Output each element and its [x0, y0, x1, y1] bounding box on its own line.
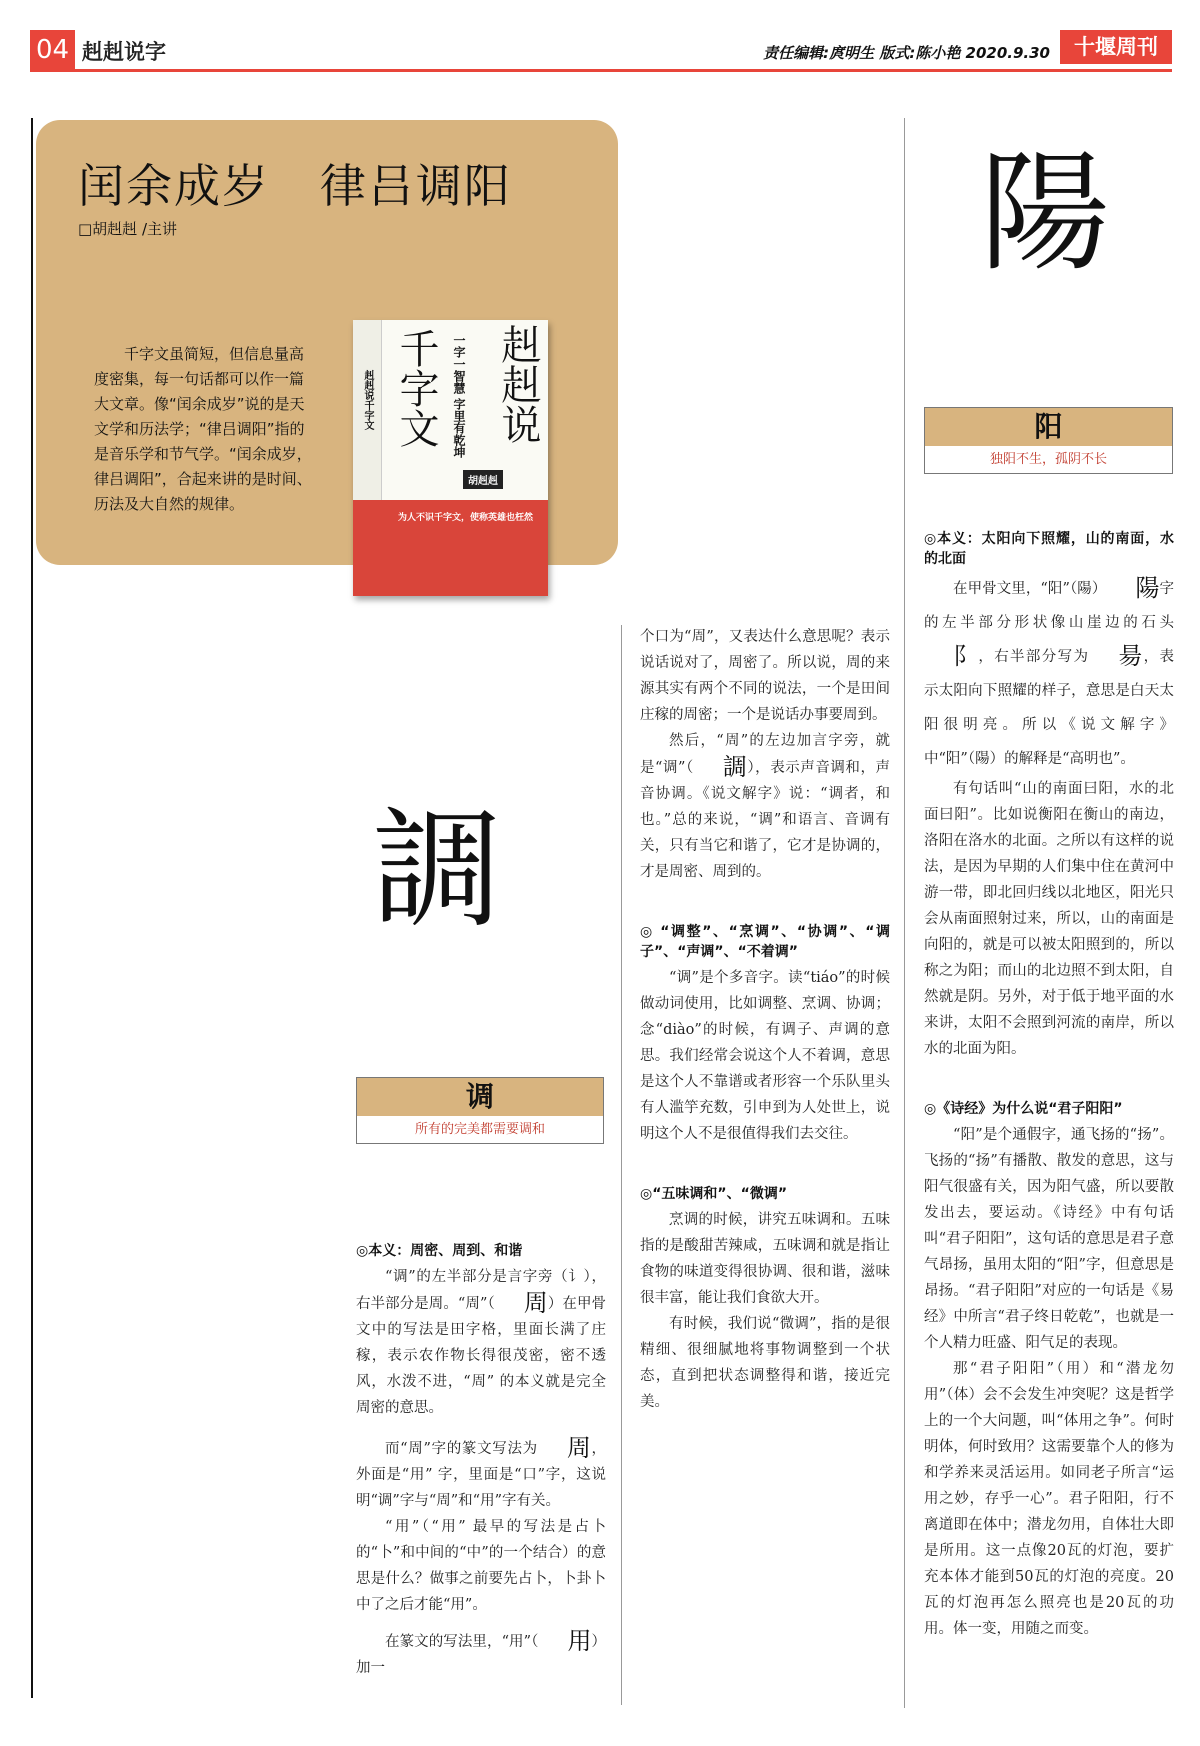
col2-paragraph: 然后，“周”的左边加言字旁，就是“调”（ 調），表示声音调和，声音协调。《说文解字》说：“调者，和也。”总的来说，“调”和语言、音调有关，只有当它和谐了，它才是协调的，才是周密、周到的。 [640, 733, 891, 880]
zhou-seal-glyph: 周 [566, 1434, 591, 1462]
column-divider [904, 118, 905, 1708]
column-1-text [356, 1232, 606, 1681]
page-header [0, 0, 1200, 70]
col3-heading: ◎本义：太阳向下照耀，山的南面，水的北面 [924, 531, 1174, 567]
col2-heading: ◎“五味调和”、“微调” [640, 1186, 788, 1202]
left-border-line [31, 118, 33, 1698]
article-intro: 千字文虽简短，但信息量高度密集，每一句话都可以作一篇大文章。像“闰余成岁”说的是天文学和历法学；“律吕调阳”指的是音乐学和节气学。“闰余成岁，律吕调阳”，合起来讲的是时间、历法及大自然的规律。 [94, 345, 312, 513]
yang-oracle-glyph: 陽 [1135, 574, 1160, 602]
header-rule [30, 69, 1172, 72]
book-author: 胡赳赳 [463, 470, 503, 489]
column-2-text [640, 624, 890, 1415]
yang-card-motto: 独阳不生，孤阴不长 [989, 452, 1107, 467]
col1-paragraph: 而“周”字的篆文写法为 周，外面是“用” 字，里面是“口”字，这说明“调”字与“周”和“用”字有关。 [356, 1434, 607, 1509]
col3-paragraph: 那“君子阳阳”（用）和“潜龙勿用”（体）会不会发生冲突呢？这是哲学上的一个大问题，叫“体用之争”。何时明体，何时致用？这需要靠个人的修为和学养来灵活运用。如同老子所言“运用之妙，存乎一心”。君子阳阳，行不离道即在体中；潜龙勿用，自体壮大即是所用。这一点像20瓦的灯泡，要扩充本体才能到50瓦的灯泡的亮度。20瓦的灯泡再怎么照亮也是20瓦的功用。体一变，用随之而变。 [924, 1361, 1174, 1637]
zhou-oracle-glyph: 周 [523, 1289, 548, 1317]
col3-paragraph: “阳”是个通假字，通飞扬的“扬”。飞扬的“扬”有播散、散发的意思，这与阳气很盛有关，因为阳气盛，所以要散发出去，要运动。《诗经》中有句话叫“君子阳阳”，这句话的意思是君子意气昂扬，虽用太阳的“阳”字，但意思是昂扬。“君子阳阳”对应的一句话是《易经》中所言“君子终日乾乾”，也就是一个人精力旺盛、阳气足的表现。 [924, 1127, 1174, 1351]
col1-paragraph: “调”的左半部分是言字旁（讠），右半部分是周。“周”（ 周）在甲骨文中的写法是田字格，里面长满了庄稼，表示农作物长得很茂密，密不透风，水泼不进，“周” 的本义就是完全周密的意思。 [356, 1269, 607, 1416]
column-divider [621, 625, 622, 1705]
book-spine-text: 赳赳说千字文 [362, 370, 373, 430]
book-cover [353, 320, 548, 596]
section-title: 赳赳说字 [82, 40, 166, 64]
book-slogan: 为人不识千字文，使称英雄也枉然 [397, 513, 533, 523]
col2-paragraph: “调”是个多音字。读“tiáo”的时候做动词使用，比如调整、烹调、协调；念“diào”的时候，有调子、声调的意思。我们经常会说这个人不着调，意思是这个人不靠谱或者形容一个乐队里头有人滥竽充数，引申到为人处世上，说明这个人不是很值得我们去交往。 [640, 970, 890, 1142]
tiao-card-motto: 所有的完美都需要调和 [414, 1122, 545, 1137]
yang-card-char: 阳 [925, 408, 1172, 446]
col2-paragraph: 有时候，我们说“微调”，指的是很精细、很细腻地将事物调整到一个状态，直到把状态调整得和谐，接近完美。 [640, 1316, 890, 1410]
yang-card [924, 407, 1173, 474]
yang-seal-glyph: 陽 [980, 137, 1111, 289]
tiao-card-char: 调 [357, 1078, 603, 1116]
col3-paragraph: 在甲骨文里，“阳”（陽） 陽字的左半部分形状像山崖边的石头阝，右半部分写为 昜，表示太阳向下照耀的样子，意思是白天太阳很明亮。所以《说文解字》中“阳”（陽）的解释是“高明也”。 [924, 574, 1175, 767]
col2-heading: ◎ “调整”、“烹调”、“协调”、“调子”、“声调”、“不着调” [640, 924, 890, 960]
book-title-right: 赳赳说 [495, 324, 541, 444]
book-tagline: 一字一智慧 字里有乾坤 [452, 334, 466, 459]
column-3-text [924, 520, 1174, 1642]
article-byline: □胡赳赳 /主讲 [78, 220, 177, 238]
col2-paragraph: 个口为“周”，又表达什么意思呢？表示说话说对了，周密了。所以说，周的来源其实有两个不同的说法，一个是田间庄稼的周密；一个是说话办事要周到。 [640, 629, 890, 723]
col1-heading: ◎本义：周密、周到、和谐 [356, 1243, 523, 1259]
col1-paragraph: “用”（“用” 最早的写法是占卜的“卜”和中间的“中”的一个结合）的意思是什么？做事之前要先占卜，卜卦卜中了之后才能“用”。 [356, 1519, 606, 1613]
page-number: 04 [30, 30, 75, 70]
col1-paragraph: 在篆文的写法里，“用”（ 用）加一 [356, 1627, 607, 1676]
tiao-card [356, 1077, 604, 1144]
tiao-seal-glyph: 調 [372, 794, 503, 946]
yong-seal-glyph: 用 [567, 1627, 592, 1655]
masthead-logo: 十堰周刊 [1060, 30, 1172, 64]
editor-credits: 责任编辑:庹明生 版式:陈小艳 2020.9.30 [763, 44, 1050, 62]
col3-heading: ◎《诗经》为什么说“君子阳阳” [924, 1101, 1123, 1117]
article-title: 闰余成岁 律吕调阳 [78, 159, 512, 213]
yang-right-glyph: 昜 [1118, 642, 1143, 670]
col2-paragraph: 烹调的时候，讲究五味调和。五味指的是酸甜苦辣咸，五味调和就是指让食物的味道变得很协调、很和谐，滋味很丰富，能让我们食欲大开。 [640, 1212, 890, 1306]
col3-paragraph: 有句话叫“山的南面曰阳，水的北面曰阳”。比如说衡阳在衡山的南边，洛阳在洛水的北面。之所以有这样的说法，是因为早期的人们集中住在黄河中游一带，即北回归线以北地区，阳光只会从南面照射过来，所以，山的南面是向阳的，就是可以被太阳照到的，所以称之为阳；而山的北边照不到太阳，自然就是阴。另外，对于低于地平面的水来讲，太阳不会照到河流的南岸，所以水的北面为阳。 [924, 781, 1174, 1057]
book-title-left: 千字文 [393, 328, 439, 448]
tiao-inline-glyph: 調 [722, 753, 747, 781]
fu-radical-glyph: 阝 [953, 642, 977, 670]
